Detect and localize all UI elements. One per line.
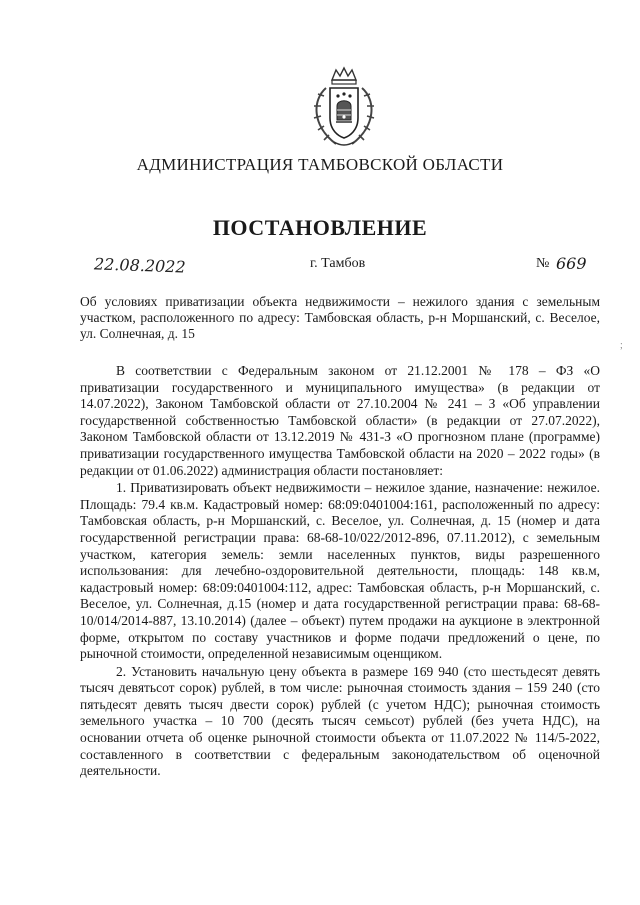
document-subject: Об условиях приватизации объекта недвижимости – нежилого здания с земельным участком, расположенного по адресу: Тамбовская область, р-н Моршанский, с. Веселое, ул. Солнечная, д. 15 bbox=[80, 294, 600, 341]
coat-of-arms-icon bbox=[306, 66, 382, 150]
margin-mark: ; bbox=[620, 340, 623, 351]
document-type-title: ПОСТАНОВЛЕНИЕ bbox=[212, 215, 428, 240]
document-number-label: № bbox=[536, 256, 550, 271]
body-paragraph-1: 1. Приватизировать объект недвижимости – нежилое здание, назначение: нежилое. Площадь: 79.4 кв.м. Кадастровый номер: 68:09:0401004:161, расположенный по адресу: Тамбовская область, р-н Моршанский, с. Веселое, ул. Солнечная, д. 15 (номер и дата государственной регистрации права: 68-68-10/022/2012-896, 07.11.2012), с земельным участком, категория земель: земли населенных пунктов, виды разрешенного использования: для лечебно-оздоровительной деятельности, площадь: 148 кв.м, кадастровый номер: 68:09:0401004:112, адрес: Тамбовская область, р-н Моршанский, с. Веселое, ул. Солнечная, д.15 (номер и дата государственной регистрации права: 68-68-10/014/2014-887, 13.10.2014) (далее – объект) путем продажи на аукционе в электронной форме, открытом по составу участников и форме подачи предложений о цене, по рыночной стоимости, определенной независимым оценщиком. bbox=[80, 480, 600, 662]
document-number: 669 bbox=[556, 254, 587, 273]
document-body bbox=[80, 363, 600, 780]
body-paragraph-2: 2. Установить начальную цену объекта в размере 169 940 (сто шестьдесят девять тысяч девятьсот сорок) рублей, в том числе: рыночная стоимость здания – 159 240 (сто пятьдесят девять тысяч двести сорок) рублей (с учетом НДС); рыночная стоимость земельного участка – 10 700 (десять тысяч семьсот) рублей (без учета НДС), на основании отчета об оценке рыночной стоимости объекта от 11.07.2022 № 114/5-2022, составленного в соответствии с федеральным законодательством об оценочной деятельности. bbox=[80, 663, 600, 779]
body-paragraph-preamble: В соответствии с Федеральным законом от 21.12.2001 № 178 – ФЗ «О приватизации государственного и муниципального имущества» (в редакции от 14.07.2022), Законом Тамбовской области от 27.10.2004 № 241 – З «Об управлении государственной собственностью Тамбовской области» (в редакции от 27.07.2022), Законом Тамбовской области от 13.12.2019 № 431-З «О прогнозном плане (программе) приватизации государственного имущества Тамбовской области на 2020 – 2022 годы» (в редакции от 01.06.2022) администрация области постановляет: bbox=[80, 363, 600, 478]
document-date: 22.08.2022 bbox=[93, 254, 186, 277]
document-city: г. Тамбов bbox=[310, 256, 366, 271]
organization-title: АДМИНИСТРАЦИЯ ТАМБОВСКОЙ ОБЛАСТИ bbox=[136, 155, 504, 174]
